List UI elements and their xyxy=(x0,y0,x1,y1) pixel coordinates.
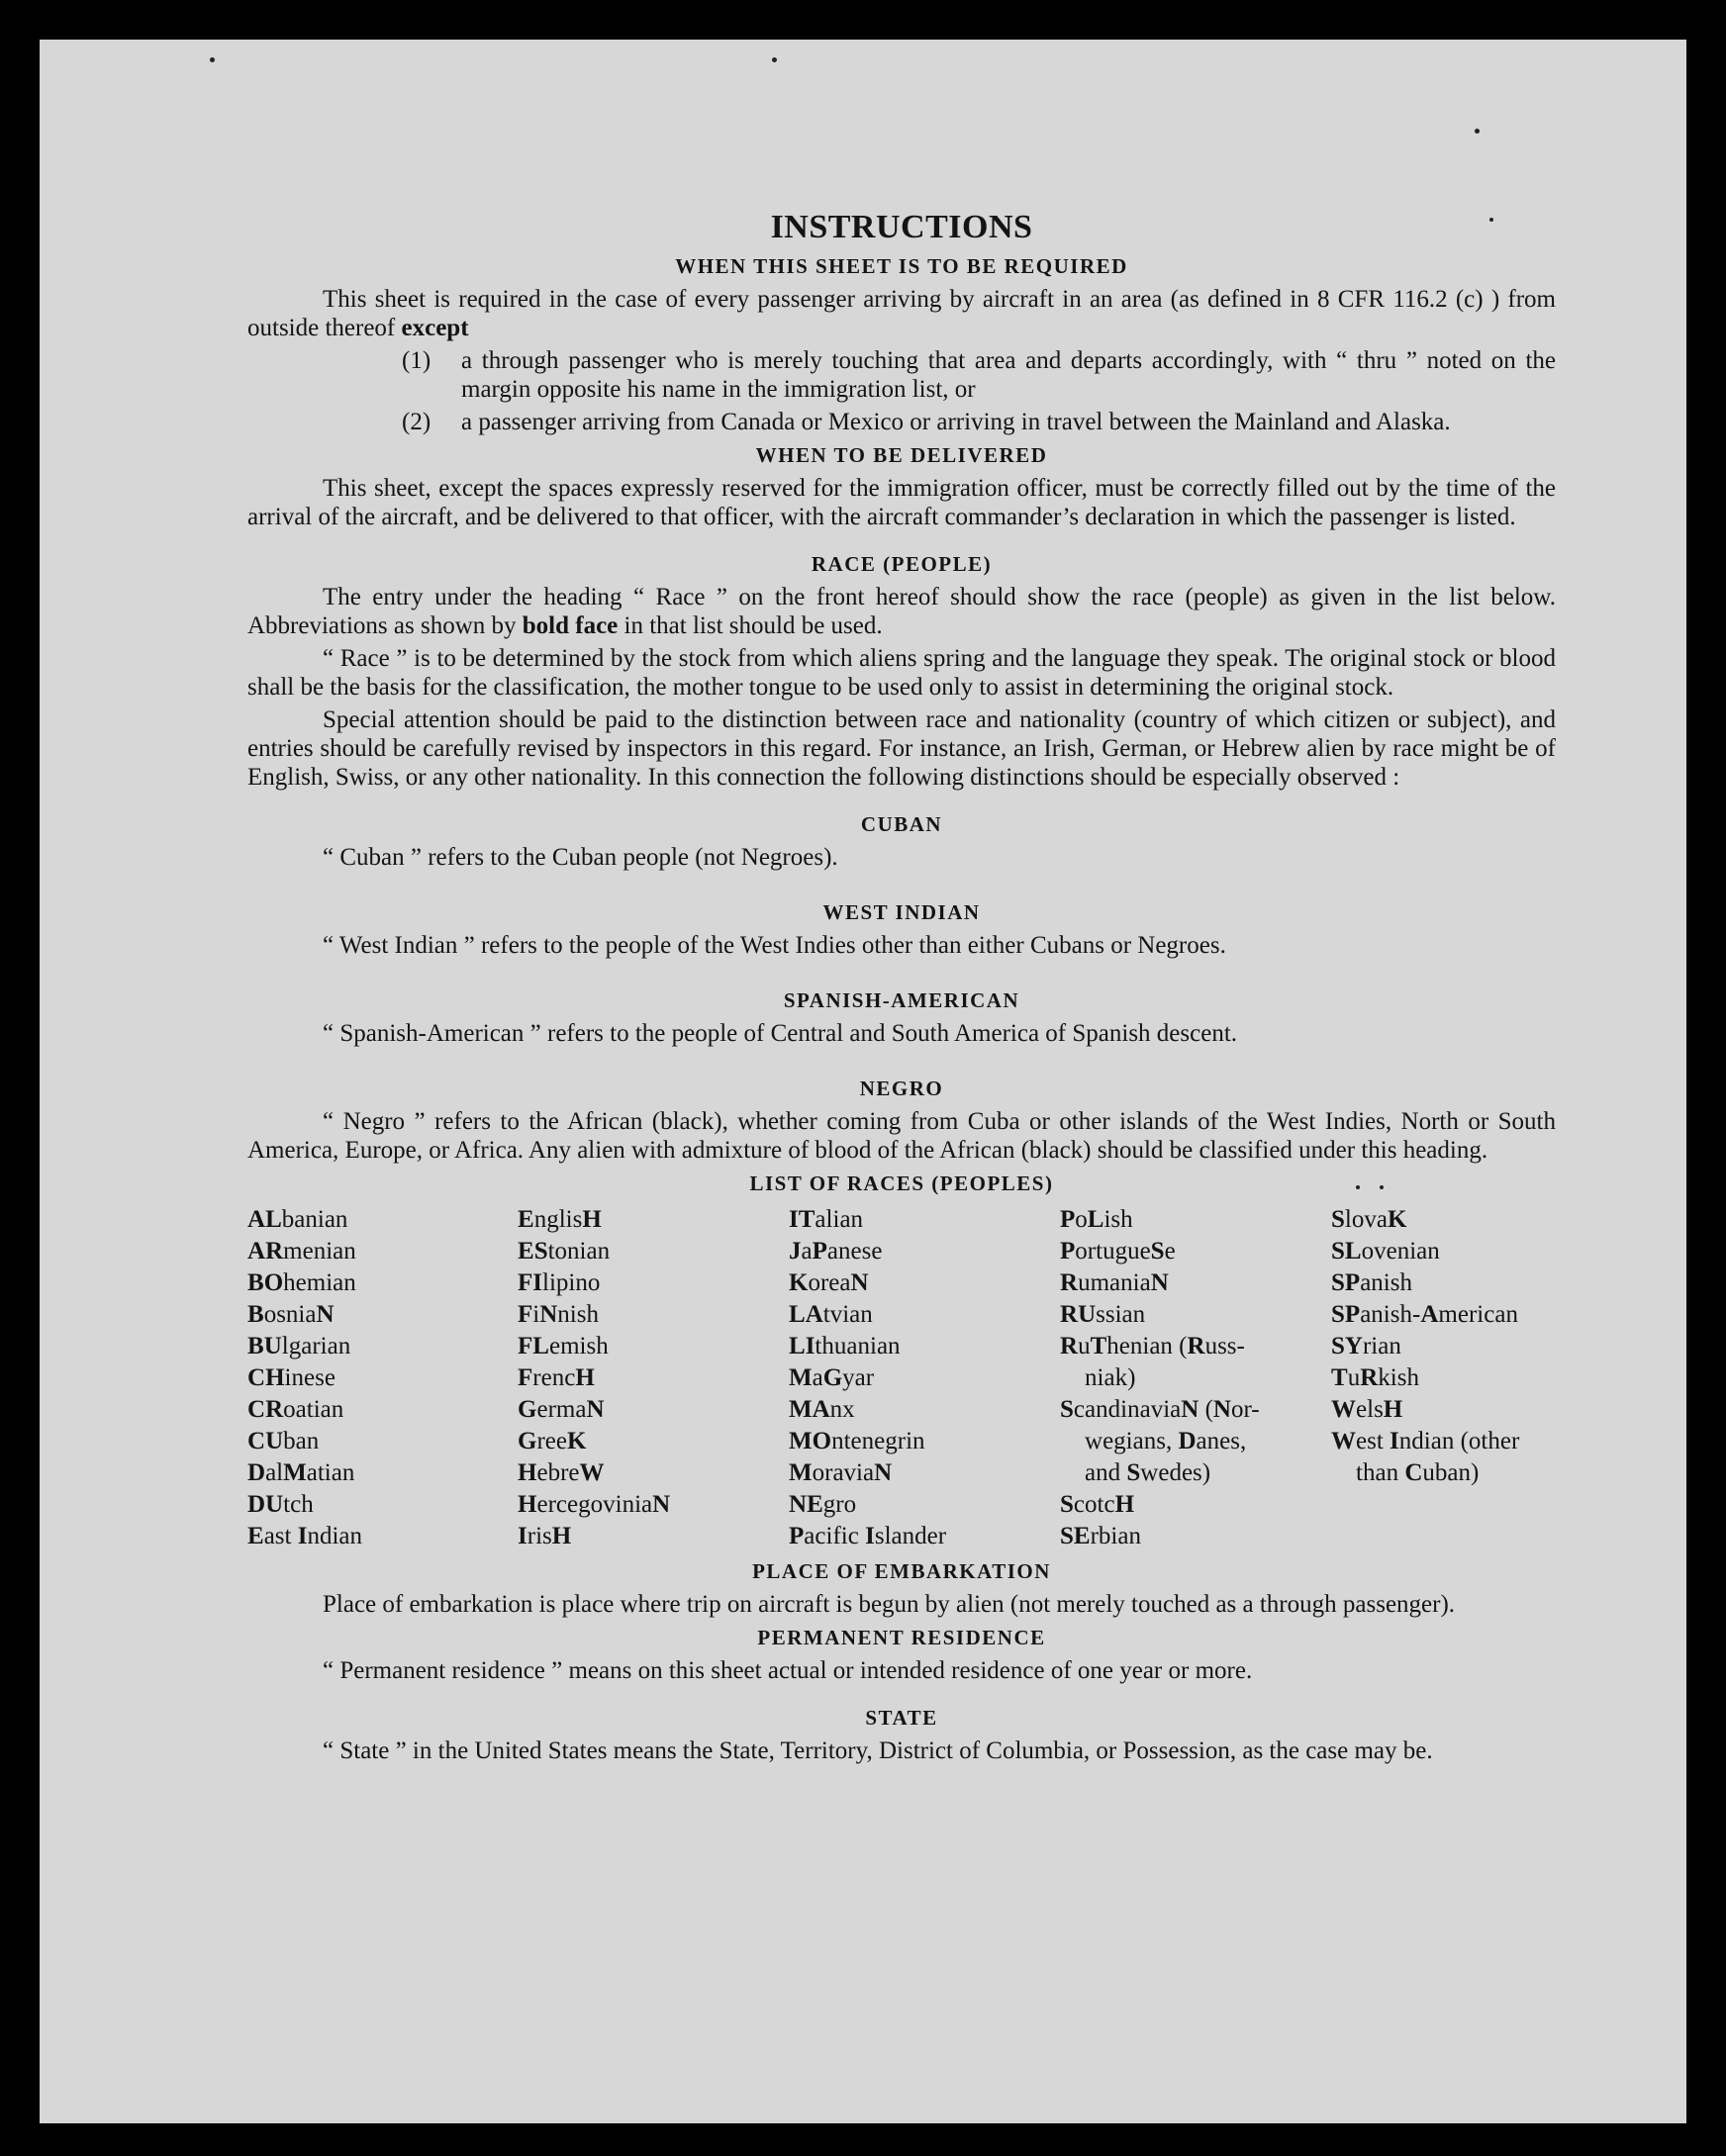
race-entry: SPanish xyxy=(1331,1269,1412,1296)
race-column xyxy=(789,1204,1060,1552)
race-entry: KoreaN xyxy=(789,1269,869,1296)
exception-number: (2) xyxy=(402,409,432,435)
instructions-content xyxy=(247,208,1556,1769)
race-entry: SlovaK xyxy=(1331,1206,1407,1233)
race-entry: FIlipino xyxy=(518,1269,601,1296)
race-entry: FLemish xyxy=(518,1333,609,1359)
race-entry: ITalian xyxy=(789,1206,864,1233)
race-entry: niak) xyxy=(1085,1364,1136,1391)
race-entry: MaGyar xyxy=(789,1364,875,1391)
required-intro-text: This sheet is required in the case of every passenger arriving by aircraft in an area (as defined in 8 CFR 116.2 (c) ) from outside thereof xyxy=(247,286,1556,341)
section-heading-cuban: CUBAN xyxy=(860,812,943,836)
race-entry: CRoatian xyxy=(247,1396,344,1423)
required-intro xyxy=(247,285,1556,342)
race-entry: FrencH xyxy=(518,1364,595,1391)
race-entry: IrisH xyxy=(518,1523,572,1549)
race-entry: GermaN xyxy=(518,1396,605,1423)
race-entry: RuThenian (Russ- xyxy=(1060,1333,1245,1359)
race-column xyxy=(247,1204,518,1552)
race-entry: BosniaN xyxy=(247,1301,335,1328)
exception-number: (1) xyxy=(402,347,432,374)
page-title: INSTRUCTIONS xyxy=(770,209,1033,245)
race-entry: EnglisH xyxy=(518,1206,602,1233)
race-entry: ScandinaviaN (Nor- xyxy=(1060,1396,1260,1423)
race-entry: GreeK xyxy=(518,1428,587,1454)
race-entry: NEgro xyxy=(789,1491,857,1518)
race-entry: ALbanian xyxy=(247,1206,348,1233)
exception-text: a passenger arriving from Canada or Mexico or arriving in travel between the Mainland and Alaska. xyxy=(461,409,1451,435)
section-heading-state: STATE xyxy=(865,1706,938,1730)
race-entry: MAnx xyxy=(789,1396,855,1423)
negro-text: “ Negro ” refers to the African (black), whether coming from Cuba or other islands of the West Indies, North or South America, Europe, or Africa. Any alien with admixture of blood of the African (black) should be classified under this heading. xyxy=(247,1108,1556,1164)
race-entry: wegians, Danes, xyxy=(1085,1428,1247,1454)
race-entry: JaPanese xyxy=(789,1238,883,1265)
race-entry: HebreW xyxy=(518,1459,605,1486)
race-entry: PortugueSe xyxy=(1060,1238,1176,1265)
section-heading-west-indian: WEST INDIAN xyxy=(822,900,981,924)
race-entry: ScotcH xyxy=(1060,1491,1135,1518)
race-entry: RUssian xyxy=(1060,1301,1146,1328)
race-list xyxy=(247,1204,1556,1552)
ink-speck xyxy=(210,57,215,62)
race-entry: DUtch xyxy=(247,1491,314,1518)
race-column xyxy=(1331,1204,1579,1552)
race-entry: SPanish-American xyxy=(1331,1301,1518,1328)
cuban-text: “ Cuban ” refers to the Cuban people (not Negroes). xyxy=(323,844,838,871)
race-paragraph-2: “ Race ” is to be determined by the stock from which aliens spring and the language they speak. The original stock or blood shall be the basis for the classification, the mother tongue to be used only to assist in determining the original stock. xyxy=(247,645,1556,701)
exception-text: a through passenger who is merely touching that area and departs accordingly, with “ thru ” noted on the margin opposite his name in the immigration list, or xyxy=(461,347,1556,403)
race-entry: HercegoviniaN xyxy=(518,1491,671,1518)
race-entry: SYrian xyxy=(1331,1333,1401,1359)
race-entry: SLovenian xyxy=(1331,1238,1440,1265)
race-entry: BUlgarian xyxy=(247,1333,351,1359)
race-entry: East Indian xyxy=(247,1523,363,1549)
section-heading-required: WHEN THIS SHEET IS TO BE REQUIRED xyxy=(675,254,1128,278)
section-heading-race-list: LIST OF RACES (PEOPLES) xyxy=(749,1172,1054,1195)
race-entry: WelsH xyxy=(1331,1396,1403,1423)
delivered-text: This sheet, except the spaces expressly reserved for the immigration officer, must be correctly filled out by the time of the arrival of the aircraft, and be delivered to that officer, with the aircraft commander’s declaration in which the passenger is listed. xyxy=(247,475,1556,530)
exception-item xyxy=(247,408,1556,436)
race-entry: TuRkish xyxy=(1331,1364,1419,1391)
section-heading-spanish-american: SPANISH-AMERICAN xyxy=(783,988,1020,1012)
race-entry: RumaniaN xyxy=(1060,1269,1169,1296)
residence-text: “ Permanent residence ” means on this sheet actual or intended residence of one year or more. xyxy=(323,1657,1253,1684)
race-column xyxy=(1060,1204,1331,1552)
race-paragraph-1 xyxy=(247,583,1556,640)
race-entry: FiNnish xyxy=(518,1301,599,1328)
race-p1-text: The entry under the heading “ Race ” on the front hereof should show the race (people) as given in the list below. Abbreviations as shown by xyxy=(247,584,1556,639)
race-entry: DalMatian xyxy=(247,1459,355,1486)
race-paragraph-3: Special attention should be paid to the distinction between race and nationality (country of which citizen or subject), and entries should be carefully revised by inspectors in this regard. For instance, an Irish, German, or Hebrew alien by race might be of English, Swiss, or any other nationality. In this connection the following distinctions should be especially observed : xyxy=(247,706,1556,791)
race-entry: EStonian xyxy=(518,1238,611,1265)
race-entry: BOhemian xyxy=(247,1269,356,1296)
race-entry: CHinese xyxy=(247,1364,336,1391)
race-entry: MoraviaN xyxy=(789,1459,893,1486)
west-indian-text: “ West Indian ” refers to the people of the West Indies other than either Cubans or Negroes. xyxy=(323,932,1226,959)
race-column xyxy=(518,1204,789,1552)
state-text: “ State ” in the United States means the State, Territory, District of Columbia, or Possession, as the case may be. xyxy=(323,1737,1433,1764)
race-entry: West Indian (other xyxy=(1331,1428,1520,1454)
race-entry: PoLish xyxy=(1060,1206,1133,1233)
race-p1-bold: bold face xyxy=(522,612,619,639)
section-heading-negro: NEGRO xyxy=(859,1077,944,1100)
section-heading-race: RACE (PEOPLE) xyxy=(811,552,993,576)
race-entry: LIthuanian xyxy=(789,1333,901,1359)
race-entry: than Cuban) xyxy=(1356,1459,1480,1486)
required-intro-bold: except xyxy=(401,315,469,341)
section-heading-delivered: WHEN TO BE DELIVERED xyxy=(755,443,1048,467)
race-entry: CUban xyxy=(247,1428,320,1454)
race-entry: ARmenian xyxy=(247,1238,356,1265)
race-entry: Pacific Islander xyxy=(789,1523,947,1549)
document-sheet xyxy=(40,40,1686,2123)
exception-list xyxy=(247,346,1556,436)
spanish-american-text: “ Spanish-American ” refers to the people of Central and South America of Spanish descent. xyxy=(323,1020,1238,1047)
race-entry: and Swedes) xyxy=(1085,1459,1211,1486)
race-entry: LAtvian xyxy=(789,1301,873,1328)
race-entry: MOntenegrin xyxy=(789,1428,925,1454)
ink-speck xyxy=(772,57,777,62)
exception-item xyxy=(247,346,1556,404)
race-entry: SErbian xyxy=(1060,1523,1141,1549)
ink-speck xyxy=(1475,129,1480,134)
section-heading-embarkation: PLACE OF EMBARKATION xyxy=(752,1559,1051,1583)
section-heading-residence: PERMANENT RESIDENCE xyxy=(757,1626,1046,1649)
race-p1-suffix: in that list should be used. xyxy=(618,612,883,639)
embarkation-text: Place of embarkation is place where trip on aircraft is begun by alien (not merely touched as a through passenger). xyxy=(323,1591,1456,1618)
